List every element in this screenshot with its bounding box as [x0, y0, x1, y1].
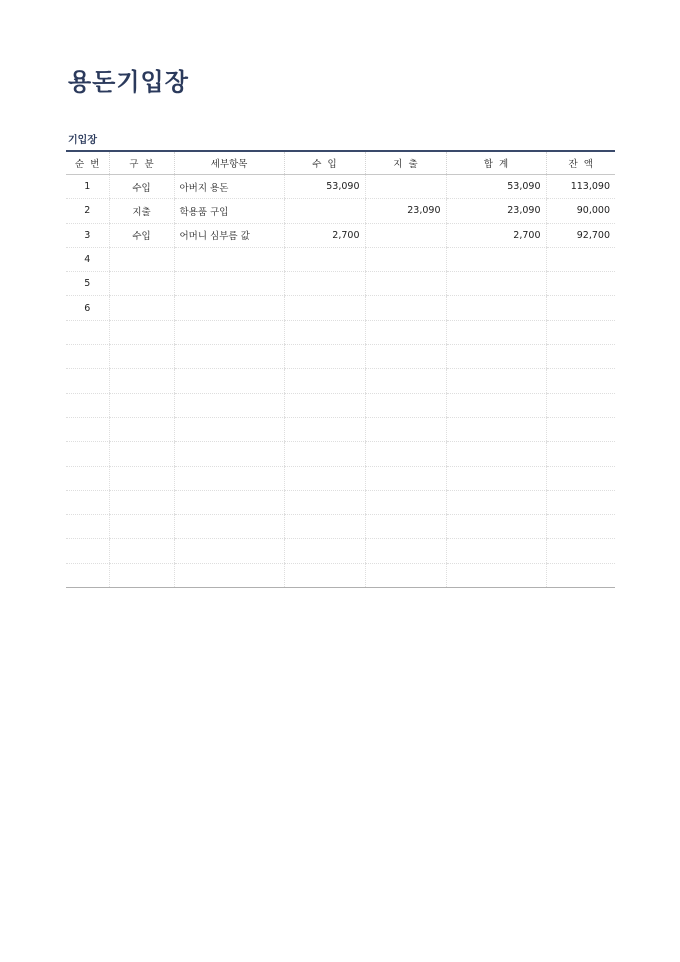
row-number-cell: [66, 417, 109, 441]
row-type-cell: [109, 417, 174, 441]
table-row: [66, 539, 615, 563]
row-total-cell: [446, 490, 546, 514]
row-type-cell: [109, 442, 174, 466]
row-total-cell: [446, 369, 546, 393]
row-balance-cell: [546, 272, 615, 296]
row-balance-cell: [546, 417, 615, 441]
row-number-cell: [66, 442, 109, 466]
header-type: 구 분: [109, 151, 174, 175]
ledger-table: [66, 150, 615, 588]
row-expense-cell: [365, 345, 446, 369]
row-balance-cell: 92,700: [546, 223, 615, 247]
table-row: [66, 393, 615, 417]
row-total-cell: [446, 563, 546, 587]
row-balance-cell: [546, 247, 615, 271]
row-balance-cell: [546, 393, 615, 417]
table-row: [66, 247, 615, 271]
row-income-cell: [284, 393, 365, 417]
table-row: [66, 563, 615, 587]
row-number-cell: [66, 466, 109, 490]
row-type-cell: [109, 490, 174, 514]
row-expense-cell: 23,090: [365, 199, 446, 223]
row-number-cell: 5: [66, 272, 109, 296]
row-expense-cell: [365, 515, 446, 539]
row-total-cell: [446, 539, 546, 563]
row-detail-cell: 학용품 구입: [174, 199, 284, 223]
row-type-cell: [109, 247, 174, 271]
row-expense-cell: [365, 417, 446, 441]
row-detail-cell: [174, 442, 284, 466]
row-income-cell: 53,090: [284, 175, 365, 199]
row-detail-cell: [174, 563, 284, 587]
row-expense-cell: [365, 466, 446, 490]
row-income-cell: [284, 345, 365, 369]
row-number-cell: [66, 490, 109, 514]
row-total-cell: [446, 247, 546, 271]
row-total-cell: [446, 320, 546, 344]
row-type-cell: [109, 296, 174, 320]
row-total-cell: [446, 272, 546, 296]
row-type-cell: [109, 393, 174, 417]
row-number-cell: [66, 345, 109, 369]
row-detail-cell: [174, 417, 284, 441]
row-number-cell: [66, 393, 109, 417]
row-number-cell: 2: [66, 199, 109, 223]
row-income-cell: [284, 417, 365, 441]
row-total-cell: [446, 296, 546, 320]
row-detail-cell: 어머니 심부름 값: [174, 223, 284, 247]
row-detail-cell: [174, 296, 284, 320]
page-title: 용돈기입장: [68, 68, 189, 96]
row-detail-cell: [174, 490, 284, 514]
table-row: [66, 466, 615, 490]
row-detail-cell: 아버지 용돈: [174, 175, 284, 199]
row-income-cell: [284, 466, 365, 490]
row-type-cell: [109, 320, 174, 344]
row-type-cell: [109, 515, 174, 539]
row-number-cell: [66, 515, 109, 539]
row-expense-cell: [365, 272, 446, 296]
row-balance-cell: [546, 515, 615, 539]
ledger-body: [66, 175, 615, 588]
row-total-cell: [446, 466, 546, 490]
header-no: 순 번: [66, 151, 109, 175]
row-income-cell: [284, 296, 365, 320]
header-total: 합 계: [446, 151, 546, 175]
row-number-cell: [66, 563, 109, 587]
row-number-cell: 3: [66, 223, 109, 247]
row-expense-cell: [365, 223, 446, 247]
row-number-cell: 4: [66, 247, 109, 271]
table-row: [66, 490, 615, 514]
row-number-cell: 1: [66, 175, 109, 199]
row-income-cell: [284, 490, 365, 514]
row-expense-cell: [365, 539, 446, 563]
row-expense-cell: [365, 175, 446, 199]
row-number-cell: 6: [66, 296, 109, 320]
row-detail-cell: [174, 539, 284, 563]
table-row: [66, 345, 615, 369]
row-income-cell: [284, 272, 365, 296]
row-balance-cell: [546, 320, 615, 344]
row-total-cell: 2,700: [446, 223, 546, 247]
row-type-cell: [109, 369, 174, 393]
header-detail: 세부항목: [174, 151, 284, 175]
row-income-cell: [284, 320, 365, 344]
table-row: [66, 369, 615, 393]
row-income-cell: 2,700: [284, 223, 365, 247]
row-balance-cell: [546, 539, 615, 563]
row-type-cell: [109, 563, 174, 587]
row-balance-cell: [546, 563, 615, 587]
row-total-cell: [446, 417, 546, 441]
row-type-cell: [109, 272, 174, 296]
header-expense: 지 출: [365, 151, 446, 175]
table-row: [66, 417, 615, 441]
row-income-cell: [284, 515, 365, 539]
row-number-cell: [66, 369, 109, 393]
table-row: [66, 272, 615, 296]
row-expense-cell: [365, 442, 446, 466]
row-balance-cell: [546, 466, 615, 490]
row-income-cell: [284, 539, 365, 563]
row-detail-cell: [174, 466, 284, 490]
section-label: 기입장: [68, 135, 97, 146]
row-type-cell: 지출: [109, 199, 174, 223]
row-detail-cell: [174, 369, 284, 393]
table-row: [66, 442, 615, 466]
row-balance-cell: [546, 369, 615, 393]
table-row: [66, 175, 615, 199]
table-row: [66, 296, 615, 320]
header-balance: 잔 액: [546, 151, 615, 175]
row-type-cell: 수입: [109, 223, 174, 247]
row-detail-cell: [174, 247, 284, 271]
row-income-cell: [284, 442, 365, 466]
row-expense-cell: [365, 393, 446, 417]
row-total-cell: 23,090: [446, 199, 546, 223]
row-income-cell: [284, 247, 365, 271]
row-type-cell: [109, 345, 174, 369]
row-expense-cell: [365, 490, 446, 514]
row-total-cell: 53,090: [446, 175, 546, 199]
table-row: [66, 199, 615, 223]
row-detail-cell: [174, 320, 284, 344]
row-income-cell: [284, 563, 365, 587]
row-type-cell: [109, 466, 174, 490]
row-balance-cell: [546, 296, 615, 320]
row-total-cell: [446, 515, 546, 539]
row-income-cell: [284, 199, 365, 223]
row-number-cell: [66, 320, 109, 344]
row-detail-cell: [174, 345, 284, 369]
row-expense-cell: [365, 369, 446, 393]
row-balance-cell: [546, 345, 615, 369]
row-number-cell: [66, 539, 109, 563]
row-expense-cell: [365, 320, 446, 344]
row-expense-cell: [365, 296, 446, 320]
row-balance-cell: 90,000: [546, 199, 615, 223]
table-row: [66, 515, 615, 539]
row-expense-cell: [365, 563, 446, 587]
row-detail-cell: [174, 515, 284, 539]
row-total-cell: [446, 442, 546, 466]
header-income: 수 입: [284, 151, 365, 175]
table-row: [66, 223, 615, 247]
row-type-cell: [109, 539, 174, 563]
row-type-cell: 수입: [109, 175, 174, 199]
ledger-header-row: [66, 151, 615, 175]
row-balance-cell: [546, 442, 615, 466]
row-total-cell: [446, 393, 546, 417]
row-balance-cell: 113,090: [546, 175, 615, 199]
row-income-cell: [284, 369, 365, 393]
row-detail-cell: [174, 393, 284, 417]
row-balance-cell: [546, 490, 615, 514]
row-total-cell: [446, 345, 546, 369]
table-row: [66, 320, 615, 344]
row-detail-cell: [174, 272, 284, 296]
row-expense-cell: [365, 247, 446, 271]
